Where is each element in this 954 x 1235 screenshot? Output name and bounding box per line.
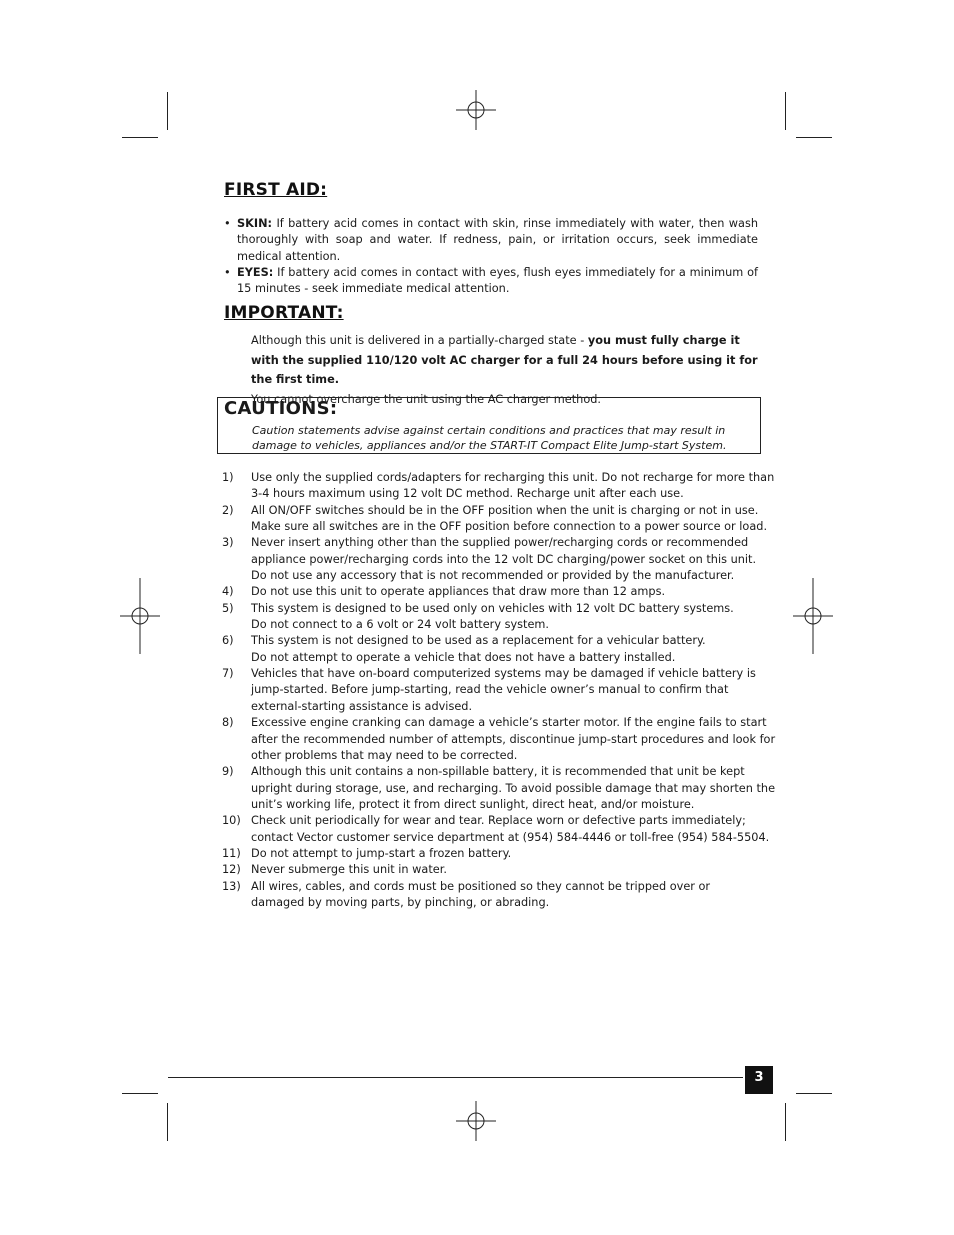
list-item <box>222 265 758 298</box>
registration-mark-icon <box>793 578 833 654</box>
cautions-note <box>252 424 752 453</box>
caution-text-line: after the recommended number of attempts, discontinue jump-start procedures and look for <box>251 732 776 746</box>
cautions-heading: CAUTIONS: <box>224 398 338 419</box>
first-aid-label: EYES: <box>237 265 274 279</box>
page-number: 3 <box>745 1066 773 1094</box>
caution-text-line: All wires, cables, and cords must be positioned so they cannot be tripped over or <box>251 879 711 893</box>
caution-text-line: external-starting assistance is advised. <box>251 699 473 713</box>
caution-text-line: contact Vector customer service department at (954) 584-4446 or toll-free (954) 584-5504. <box>251 830 770 844</box>
cautions-note-line: damage to vehicles, appliances and/or the START-IT Compact Elite Jump-start System. <box>252 438 727 452</box>
caution-text-line: Although this unit contains a non-spillable battery, it is recommended that unit be kept <box>251 765 745 779</box>
list-item <box>222 846 762 862</box>
caution-text-line: Use only the supplied cords/adapters for recharging this unit. Do not recharge for more than <box>251 471 775 484</box>
caution-number: 10) <box>222 814 241 828</box>
crop-mark <box>167 1103 168 1141</box>
important-bold-text: you must fully charge it with the supplied 110/120 volt AC charger for a full 24 hours before using it for the first time. <box>251 334 758 386</box>
caution-text-line: Never submerge this unit in water. <box>251 863 447 877</box>
caution-text-line: Do not attempt to jump-start a frozen battery. <box>251 846 512 860</box>
list-item <box>222 216 758 265</box>
caution-number: 1) <box>222 471 234 484</box>
caution-text-line: Excessive engine cranking can damage a vehicle’s starter motor. If the engine fails to start <box>251 716 767 730</box>
caution-list <box>222 470 776 911</box>
caution-number: 3) <box>222 536 234 550</box>
caution-text-line: Vehicles that have on-board computerized systems may be damaged if vehicle battery is <box>251 667 756 681</box>
list-item <box>222 470 775 503</box>
caution-text-line: jump-started. Before jump-starting, read the vehicle owner’s manual to confirm that <box>251 683 729 697</box>
cautions-box <box>217 397 761 454</box>
crop-mark <box>796 1093 832 1094</box>
registration-mark-icon <box>456 1101 496 1141</box>
first-aid-text: If battery acid comes in contact with eyes, flush eyes immediately for a minimum of 15 minutes - seek immediate medical attention. <box>237 265 758 296</box>
caution-text-line: This system is designed to be used only on vehicles with 12 volt DC battery systems. <box>251 601 734 615</box>
list-item <box>222 584 762 600</box>
caution-text-line: Do not connect to a 6 volt or 24 volt battery system. <box>251 618 550 632</box>
caution-number: 4) <box>222 585 234 599</box>
list-item <box>222 601 762 634</box>
list-item <box>222 503 768 536</box>
important-outro: You cannot overcharge the unit using the AC charger method. <box>251 392 602 406</box>
caution-text-line: upright during storage, use, and recharging. To avoid possible damage that may shorten the <box>251 781 776 795</box>
caution-text-line: Make sure all switches are in the OFF position before connection to a power source or load. <box>251 520 768 534</box>
important-heading: IMPORTANT: <box>224 303 344 323</box>
list-item <box>222 879 762 912</box>
caution-text-line: Never insert anything other than the supplied power/recharging cords or recommended <box>251 536 749 550</box>
caution-text-line: Do not use any accessory that is not recommended or provided by the manufacturer. <box>251 569 735 583</box>
registration-mark-icon <box>120 578 160 654</box>
important-intro: Although this unit is delivered in a partially-charged state - <box>251 334 588 347</box>
caution-text-line: other problems that may need to be corrected. <box>251 748 518 762</box>
caution-number: 9) <box>222 765 234 779</box>
cautions-note-line: Caution statements advise against certain conditions and practices that may result in <box>252 424 726 437</box>
list-item <box>222 633 762 666</box>
caution-text-line: This system is not designed to be used as a replacement for a vehicular battery. <box>251 634 706 648</box>
first-aid-list <box>222 216 758 297</box>
caution-number: 5) <box>222 601 234 615</box>
crop-mark <box>785 1103 786 1141</box>
first-aid-heading: FIRST AID: <box>224 180 328 200</box>
list-item <box>222 535 762 584</box>
registration-mark-icon <box>456 90 496 130</box>
footer-rule <box>168 1077 743 1078</box>
caution-text-line: Do not attempt to operate a vehicle that does not have a battery installed. <box>251 650 676 664</box>
caution-number: 2) <box>222 503 234 517</box>
caution-text-line: Check unit periodically for wear and tear. Replace worn or defective parts immediately; <box>251 814 746 828</box>
crop-mark <box>167 92 168 130</box>
caution-text-line: Do not use this unit to operate appliances that draw more than 12 amps. <box>251 585 666 599</box>
crop-mark <box>785 92 786 130</box>
list-item <box>222 715 776 764</box>
caution-text-line: All ON/OFF switches should be in the OFF position when the unit is charging or not in use. <box>251 503 759 517</box>
caution-number: 7) <box>222 667 234 681</box>
caution-text-line: appliance power/recharging cords into the 12 volt DC charging/power socket on this unit. <box>251 552 757 566</box>
crop-mark <box>122 1093 158 1094</box>
crop-mark <box>796 137 832 138</box>
caution-number: 12) <box>222 863 241 877</box>
caution-number: 11) <box>222 846 241 860</box>
caution-number: 8) <box>222 716 234 730</box>
caution-text-line: damaged by moving parts, by pinching, or abrading. <box>251 895 550 909</box>
first-aid-label: SKIN: <box>237 217 273 230</box>
caution-number: 13) <box>222 879 241 893</box>
crop-mark <box>122 137 158 138</box>
list-item <box>222 666 762 715</box>
list-item <box>222 862 762 878</box>
list-item <box>222 813 770 846</box>
list-item <box>222 764 776 813</box>
caution-number: 6) <box>222 634 234 648</box>
caution-text-line: 3-4 hours maximum using 12 volt DC method. Recharge unit after each use. <box>251 487 684 501</box>
first-aid-text: If battery acid comes in contact with skin, rinse immediately with water, then wash thoroughly with soap and water. If redness, pain, or irritation occurs, seek immediate medical attention. <box>237 217 758 263</box>
caution-text-line: unit’s working life, protect it from direct sunlight, direct heat, and/or moisture. <box>251 797 695 811</box>
